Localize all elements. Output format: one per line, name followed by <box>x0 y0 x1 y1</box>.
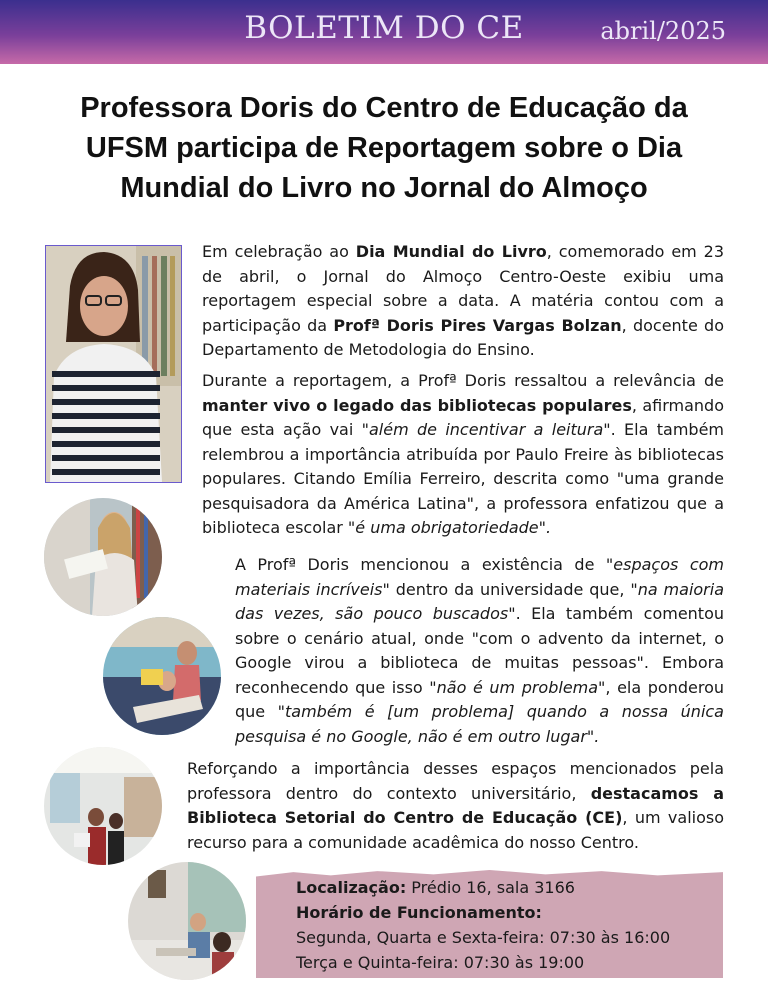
paragraph-3-run: A Profª Doris mencionou a existência de <box>235 555 606 574</box>
paragraph-4-run: destacamos a Biblioteca Setorial do Centro de Educação (CE) <box>187 783 724 827</box>
reading-woman-circle-photo <box>44 498 162 616</box>
article-paragraph-2 <box>202 369 724 541</box>
paragraph-1-run: , comemorado em 23 de abril, o Jornal do Almoço Centro-Oeste exibiu uma reportagem especial sobre a data. A matéria contou com a participação da <box>202 242 724 335</box>
location-label: Localização: <box>296 878 407 897</box>
hours-weekdays-1: Segunda, Quarta e Sexta-feira: 07:30 às 16:00 <box>296 928 671 947</box>
paragraph-1-run: , docente do Departamento de Metodologia do Ensino. <box>202 315 724 359</box>
paragraph-2-run: "é uma obrigatoriedade". <box>347 518 552 537</box>
paragraph-3-run: . Ela também comentou sobre o cenário atual, onde "com o advento da internet, o Google virou a biblioteca de muitas pessoas". Embora reconhecendo que isso <box>235 604 725 697</box>
location-line <box>296 878 575 897</box>
paragraph-3-run: "espaços com materiais incríveis" <box>235 555 724 599</box>
library-room-circle-photo <box>44 747 162 865</box>
hours-label: Horário de Funcionamento: <box>296 903 542 922</box>
article-paragraph-1 <box>202 240 724 363</box>
newsletter-title: BOLETIM DO CE <box>244 10 524 46</box>
paragraph-2-run: manter vivo o legado das bibliotecas populares <box>202 395 632 415</box>
professor-portrait-photo <box>46 246 181 482</box>
article-headline: Professora Doris do Centro de Educação da UFSM participa de Reportagem sobre o Dia Mundial do Livro no Jornal do Almoço <box>80 92 688 204</box>
library-couch-circle-photo <box>103 617 221 735</box>
location-value: Prédio 16, sala 3166 <box>406 878 575 897</box>
students-study-circle-photo <box>128 862 246 980</box>
paragraph-2-run: Durante a reportagem, a Profª Doris ressaltou a relevância de <box>202 371 724 390</box>
paragraph-2-run: "além de incentivar a leitura" <box>361 420 611 439</box>
article-paragraph-4 <box>187 757 724 855</box>
paragraph-3-run: "na maioria das vezes, são pouco buscados" <box>235 579 724 623</box>
paragraph-2-run: . Ela também relembrou a importância atribuída por Paulo Freire às bibliotecas populares. Citando Emília Ferreiro, descrita como "uma grande pesquisadora da América Latina", a professora enfatizou que a biblioteca escolar <box>202 420 724 537</box>
paragraph-4-run: , um valioso recurso para a comunidade acadêmica do nosso Centro. <box>187 808 725 852</box>
issue-date: abril/2025 <box>600 17 726 45</box>
paragraph-2-run: , afirmando que esta ação vai <box>202 395 725 439</box>
paragraph-1-run: Dia Mundial do Livro <box>355 242 547 261</box>
paragraph-1-run: Profª Doris Pires Vargas Bolzan <box>333 315 622 335</box>
header-banner <box>0 0 768 64</box>
paragraph-3-run: "não é um problema" <box>429 677 606 697</box>
paragraph-1-run: Em celebração ao <box>202 242 356 261</box>
article-paragraph-3 <box>235 553 724 749</box>
hours-weekdays-2: Terça e Quinta-feira: 07:30 às 19:00 <box>296 953 585 972</box>
paragraph-3-run: , ela ponderou que <box>235 677 725 721</box>
paragraph-4-run: Reforçando a importância desses espaços mencionados pela professora dentro do contexto universitário, <box>187 759 724 803</box>
paragraph-3-run: "também é [um problema] quando a nossa única pesquisa é no Google, não é em outro lugar". <box>235 702 724 746</box>
paragraph-3-run: dentro da universidade que, <box>389 579 631 599</box>
